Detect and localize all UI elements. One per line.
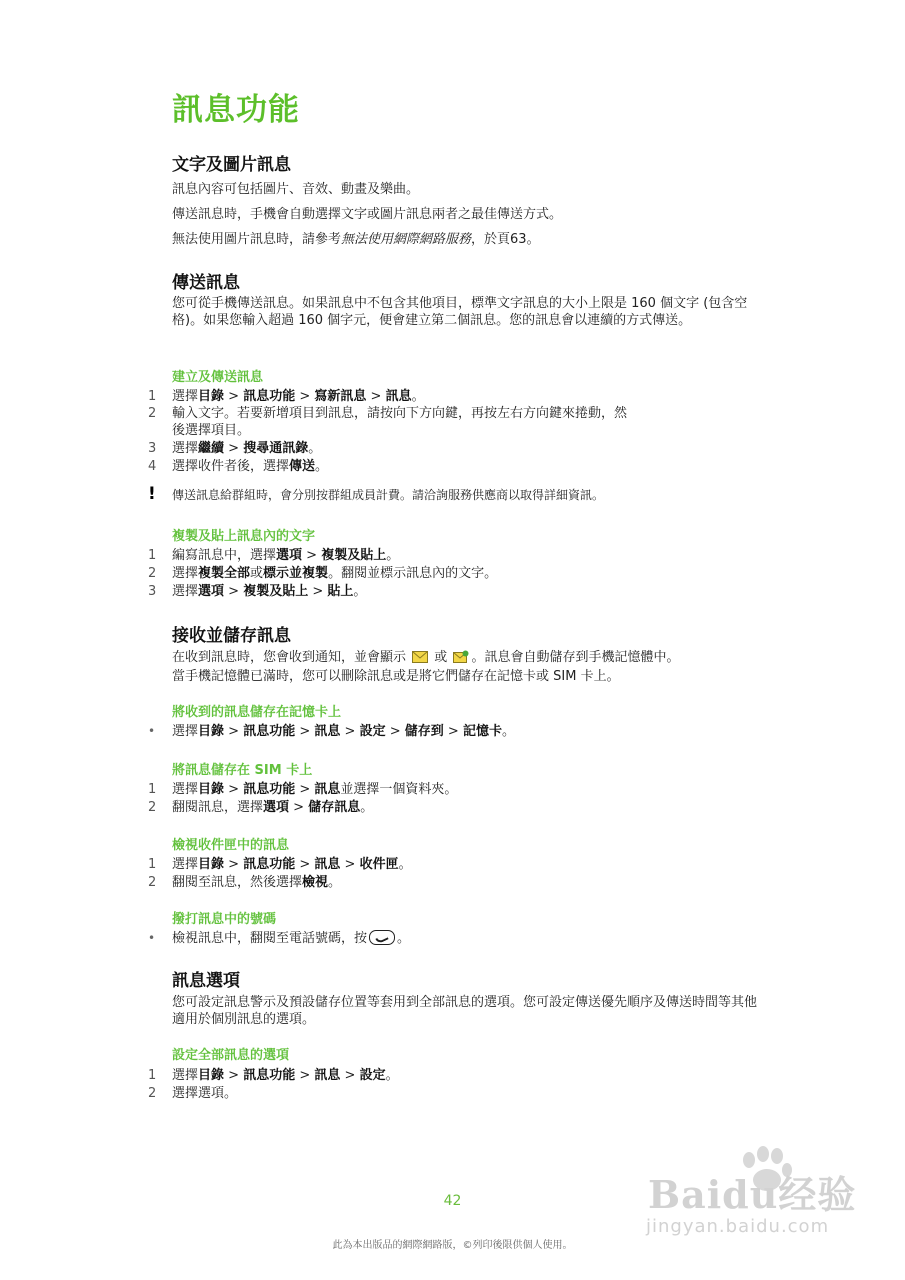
page-number: 42 [443,1193,462,1209]
warning-icon: ! [148,484,156,504]
watermark-url: jingyan.baidu.com [646,1216,830,1237]
paragraph-message-options: 您可設定訊息警示及預設儲存位置等套用到全部訊息的選項。您可設定傳送優先順序及傳送時間等其他適用於個別訊息的選項。 [172,995,758,1027]
page-title: 訊息功能 [172,92,300,128]
heading-send-messages: 傳送訊息 [172,273,240,293]
subheading-call-number: 撥打訊息中的號碼 [172,912,277,927]
paragraph-receive: 在收到訊息時，您會收到通知，並會顯示 或 。訊息會自動儲存到手機記憶體中。 當手機記憶體已滿時，您可以刪除訊息或是將它們儲存在記憶卡或 SIM 卡上。 [172,650,680,684]
heading-message-options: 訊息選項 [172,971,240,991]
new-message-envelope-icon [412,651,428,668]
new-picture-message-icon [453,650,469,668]
paragraph-text-picture-2: 傳送訊息時，手機會自動選擇文字或圖片訊息兩者之最佳傳送方式。 [172,207,563,222]
heading-text-picture-messages: 文字及圖片訊息 [172,155,291,175]
paragraph-send-messages: 您可從手機傳送訊息。如果訊息中不包含其他項目，標準文字訊息的大小上限是 160 個文字 (包含空格)。如果您輸入超過 160 個字元，便會建立第二個訊息。您的訊息會以連續的方式傳送。 [172,296,748,328]
cross-reference-link[interactable]: 無法使用網際網路服務 [341,232,472,247]
subheading-copy-paste: 複製及貼上訊息內的文字 [172,529,316,544]
paragraph-text-picture-1: 訊息內容可包括圖片、音效、動畫及樂曲。 [172,182,420,197]
watermark-brand: Baidu经验 [648,1172,857,1217]
subheading-view-inbox: 檢視收件匣中的訊息 [172,838,290,853]
subheading-save-to-memory-card: 將收到的訊息儲存在記憶卡上 [172,705,342,720]
bullet-icon: • [148,931,156,945]
subheading-save-to-sim: 將訊息儲存在 SIM 卡上 [172,763,313,778]
heading-receive-save: 接收並儲存訊息 [172,626,291,646]
call-key-icon [369,930,395,945]
subheading-create-send: 建立及傳送訊息 [172,370,264,385]
footer-copyright-note: 此為本出版品的網際網路版，©列印後限供個人使用。 [332,1240,573,1251]
bullet-icon: • [148,724,156,738]
baidu-watermark [640,1150,880,1260]
paragraph-text-picture-3: 無法使用圖片訊息時，請參考無法使用網際網路服務，於頁63。 [172,232,540,247]
subheading-set-all-options: 設定全部訊息的選項 [172,1048,290,1063]
